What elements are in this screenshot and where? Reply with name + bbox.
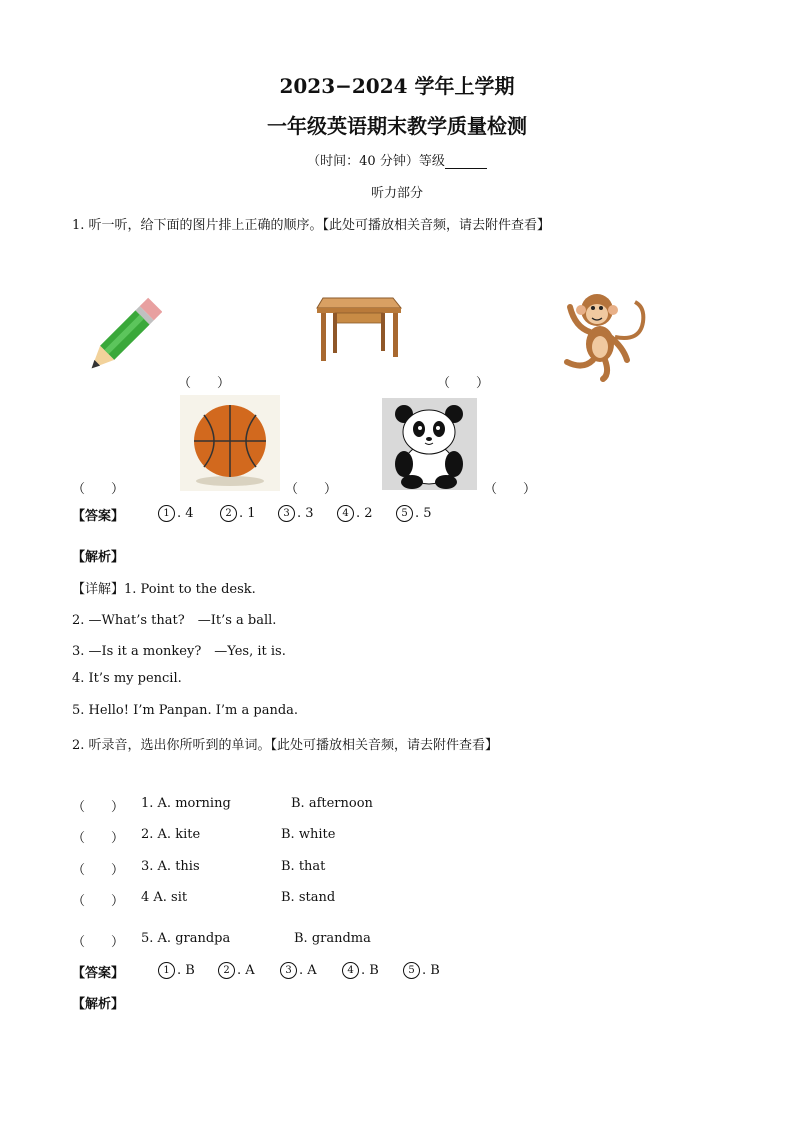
q1-detail-4: 4. It’s my pencil.	[72, 671, 182, 686]
q2-item-4-option-a: 4 A. sit	[141, 890, 188, 905]
q1-answer-2: 2 . 1	[220, 505, 256, 522]
q2-analysis-label: 【解析】	[72, 997, 125, 1012]
basketball-image	[180, 395, 280, 491]
q2-item-3-paren[interactable]: （ ）	[72, 863, 125, 878]
q1-answer-3: 3 . 3	[278, 505, 314, 522]
q2-item-4-option-b: B. stand	[281, 890, 336, 905]
exam-title-year: 2023−2024 学年上学期	[279, 74, 515, 98]
desk-image	[313, 290, 403, 365]
q1-answer-1: 1 . 4	[158, 505, 194, 522]
q1-detail-3: 3. —Is it a monkey? —Yes, it is.	[72, 644, 286, 659]
circled-number: 1	[158, 505, 175, 522]
panda-image	[382, 398, 477, 490]
q1-answer-4: 4 . 2	[337, 505, 373, 522]
circled-number: 5	[403, 962, 420, 979]
q1-answer-5: 5 . 5	[396, 505, 432, 522]
answer-paren-basketball[interactable]: （ ）	[285, 482, 338, 497]
exam-subtitle	[0, 150, 794, 169]
q2-item-1-option-a: 1. A. morning	[141, 796, 231, 811]
q2-answer-label: 【答案】	[72, 966, 125, 981]
q2-answer-1: 1 . B	[158, 962, 195, 979]
pencil-image	[82, 293, 162, 383]
q2-item-2-option-b: B. white	[281, 827, 336, 842]
circled-number: 2	[220, 505, 237, 522]
monkey-image	[555, 282, 650, 382]
answer-paren-desk[interactable]: （ ）	[178, 376, 231, 391]
circled-number: 1	[158, 962, 175, 979]
q2-answer-5: 5 . B	[403, 962, 440, 979]
answer-paren-monkey[interactable]: （ ）	[437, 376, 490, 391]
q1-analysis-label: 【解析】	[72, 550, 125, 565]
q1-detail-2: 2. —What’s that? —It’s a ball.	[72, 613, 277, 628]
circled-number: 2	[218, 962, 235, 979]
q1-detail-1: 【详解】1. Point to the desk.	[72, 582, 256, 597]
q2-item-3-option-a: 3. A. this	[141, 859, 200, 874]
circled-number: 3	[280, 962, 297, 979]
q2-item-4-paren[interactable]: （ ）	[72, 894, 125, 909]
q2-item-1-option-b: B. afternoon	[291, 796, 373, 811]
exam-title: 一年级英语期末教学质量检测	[267, 114, 527, 138]
q1-answer-label: 【答案】	[72, 509, 125, 524]
q2-item-2-option-a: 2. A. kite	[141, 827, 201, 842]
answer-paren-panda[interactable]: （ ）	[484, 482, 537, 497]
q2-item-2-paren[interactable]: （ ）	[72, 831, 125, 846]
q2-item-5-paren[interactable]: （ ）	[72, 935, 125, 950]
circled-number: 5	[396, 505, 413, 522]
q2-answer-4: 4 . B	[342, 962, 379, 979]
q2-answer-3: 3 . A	[280, 962, 317, 979]
q2-item-1-paren[interactable]: （ ）	[72, 800, 125, 815]
time-grade-label: （时间：40 分钟）等级	[307, 154, 445, 169]
q2-item-3-option-b: B. that	[281, 859, 326, 874]
q2-answer-2: 2 . A	[218, 962, 255, 979]
question-1-prompt: 1. 听一听，给下面的图片排上正确的顺序。【此处可播放相关音频，请去附件查看】	[72, 218, 551, 233]
question-2-prompt: 2. 听录音，选出你所听到的单词。【此处可播放相关音频，请去附件查看】	[72, 738, 499, 753]
circled-number: 4	[337, 505, 354, 522]
section-title: 听力部分	[370, 186, 423, 201]
answer-paren-pencil[interactable]: （ ）	[72, 482, 125, 497]
grade-blank	[445, 154, 487, 169]
q2-item-5-option-b: B. grandma	[294, 931, 371, 946]
circled-number: 4	[342, 962, 359, 979]
circled-number: 3	[278, 505, 295, 522]
q2-item-5-option-a: 5. A. grandpa	[141, 931, 231, 946]
q1-detail-5: 5. Hello! I’m Panpan. I’m a panda.	[72, 703, 299, 718]
